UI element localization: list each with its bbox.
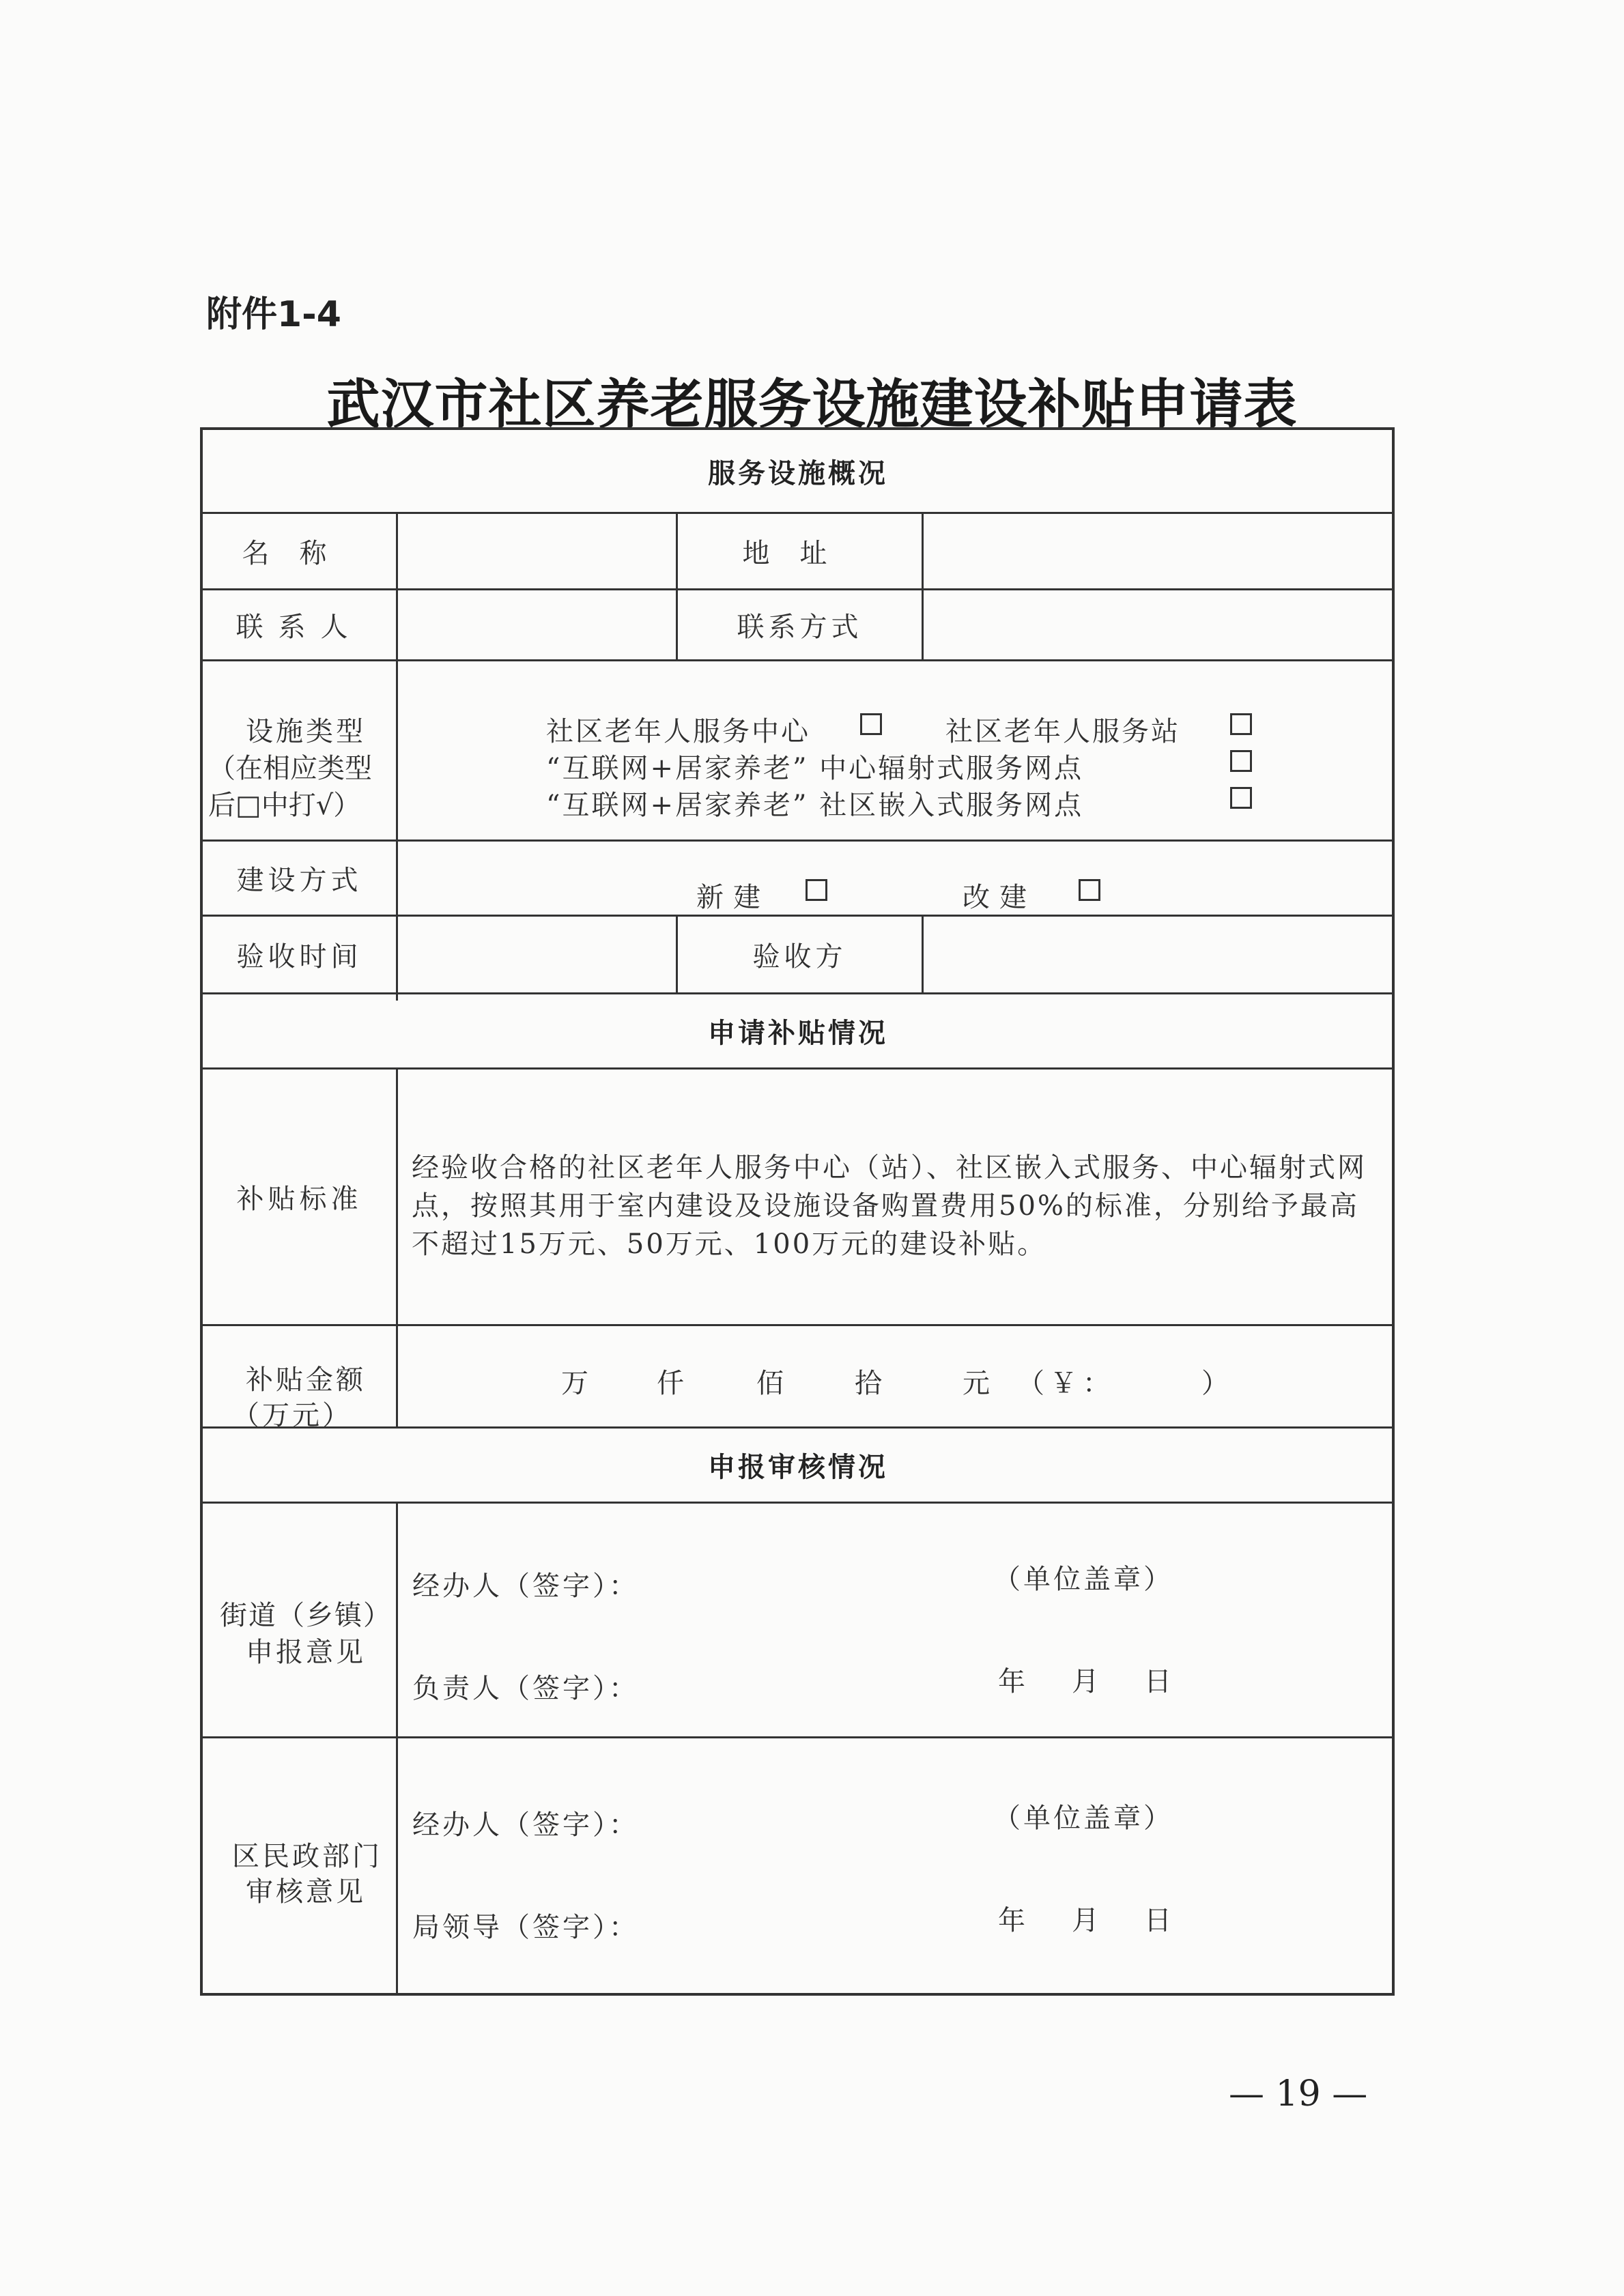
street-date-year: 年 xyxy=(998,1666,1025,1697)
district-bureau-leader-signature[interactable]: 局领导（签字）： xyxy=(412,1912,639,1943)
renovate-checkbox[interactable] xyxy=(1079,879,1100,901)
acceptance-party-field[interactable] xyxy=(924,917,1393,992)
page-number: — 19 — xyxy=(1229,2073,1368,2114)
section-subsidy-application: 申请补贴情况 xyxy=(708,1017,888,1049)
contact-person-label: 联系人 xyxy=(236,612,363,643)
district-date-year: 年 xyxy=(998,1905,1025,1936)
type-radial-label: “互联网+居家养老” 中心辐射式服务网点 xyxy=(546,753,1084,784)
subsidy-standard-text: 经验收合格的社区老年人服务中心（站）、社区嵌入式服务、中心辐射式网点，按照其用于室内建设及设施设备购置费用50%的标准，分别给予最高不超过15万元、50万元、100万元的建设补贴。 xyxy=(412,1152,1367,1260)
amount-unit-yuan: 元 xyxy=(963,1368,990,1399)
form-title: 武汉市社区养老服务设施建设补贴申请表 xyxy=(326,373,1298,435)
construction-method-label: 建设方式 xyxy=(236,865,362,896)
amount-yen-field[interactable] xyxy=(1120,1362,1201,1394)
acceptance-time-field[interactable] xyxy=(398,917,676,992)
facility-type-label-line2: （在相应类型 xyxy=(208,753,372,784)
district-date-day: 日 xyxy=(1144,1905,1171,1936)
renovate-label: 改建 xyxy=(963,882,1036,913)
district-handler-signature[interactable]: 经办人（签字）： xyxy=(412,1809,639,1841)
amount-unit-qian: 仟 xyxy=(657,1368,684,1399)
section-review: 申报审核情况 xyxy=(708,1451,888,1483)
district-date-month: 月 xyxy=(1072,1905,1099,1936)
type-embedded-checkbox[interactable] xyxy=(1230,787,1252,809)
subsidy-standard-label: 补贴标准 xyxy=(236,1183,362,1215)
district-label-line1: 区民政部门 xyxy=(232,1841,382,1872)
facility-type-label-line1: 设施类型 xyxy=(246,716,366,747)
district-label-line2: 审核意见 xyxy=(246,1876,366,1908)
type-embedded-label: “互联网+居家养老” 社区嵌入式服务网点 xyxy=(546,790,1084,821)
street-handler-signature[interactable]: 经办人（签字）： xyxy=(412,1570,639,1602)
address-label: 地址 xyxy=(742,538,857,569)
acceptance-party-label: 验收方 xyxy=(752,941,847,973)
amount-unit-bai: 佰 xyxy=(756,1368,784,1399)
contact-method-field[interactable] xyxy=(924,590,1393,659)
section-facility-overview: 服务设施概况 xyxy=(708,457,888,489)
facility-type-label-line3: 后□中打√） xyxy=(208,790,361,821)
type-station-label: 社区老年人服务站 xyxy=(945,716,1180,747)
type-center-label: 社区老年人服务中心 xyxy=(546,716,810,747)
amount-unit-shi: 拾 xyxy=(855,1368,882,1399)
column-divider xyxy=(396,1067,398,1426)
type-center-checkbox[interactable] xyxy=(860,713,882,735)
subsidy-amount-label-line1: 补贴金额 xyxy=(246,1364,366,1396)
contact-method-label: 联系方式 xyxy=(737,612,863,643)
name-field[interactable] xyxy=(398,514,676,588)
new-build-checkbox[interactable] xyxy=(806,879,827,901)
contact-person-field[interactable] xyxy=(398,590,676,659)
type-station-checkbox[interactable] xyxy=(1230,713,1252,735)
acceptance-time-label: 验收时间 xyxy=(236,941,362,973)
new-build-label: 新建 xyxy=(696,882,770,913)
attachment-label: 附件1-4 xyxy=(206,294,341,335)
street-label-line1: 街道（乡镇） xyxy=(220,1600,392,1631)
district-seal: （单位盖章） xyxy=(993,1803,1173,1834)
street-date-month: 月 xyxy=(1072,1666,1099,1697)
street-date-day: 日 xyxy=(1144,1666,1171,1697)
column-divider xyxy=(396,1502,398,1994)
amount-unit-wan: 万 xyxy=(561,1368,588,1399)
street-label-line2: 申报意见 xyxy=(246,1637,366,1668)
street-seal: （单位盖章） xyxy=(993,1564,1173,1595)
row-divider xyxy=(201,1502,1393,1504)
amount-yen-open: （￥： xyxy=(1017,1368,1115,1399)
row-divider xyxy=(201,1736,1393,1738)
type-radial-checkbox[interactable] xyxy=(1230,750,1252,772)
row-divider xyxy=(201,1324,1393,1326)
row-divider xyxy=(201,659,1393,661)
address-field[interactable] xyxy=(924,514,1393,588)
name-label: 名称 xyxy=(242,538,357,569)
street-responsible-signature[interactable]: 负责人（签字）： xyxy=(412,1673,639,1704)
amount-yen-close: ） xyxy=(1201,1368,1229,1399)
subsidy-amount-label-line2: （万元） xyxy=(232,1400,352,1431)
